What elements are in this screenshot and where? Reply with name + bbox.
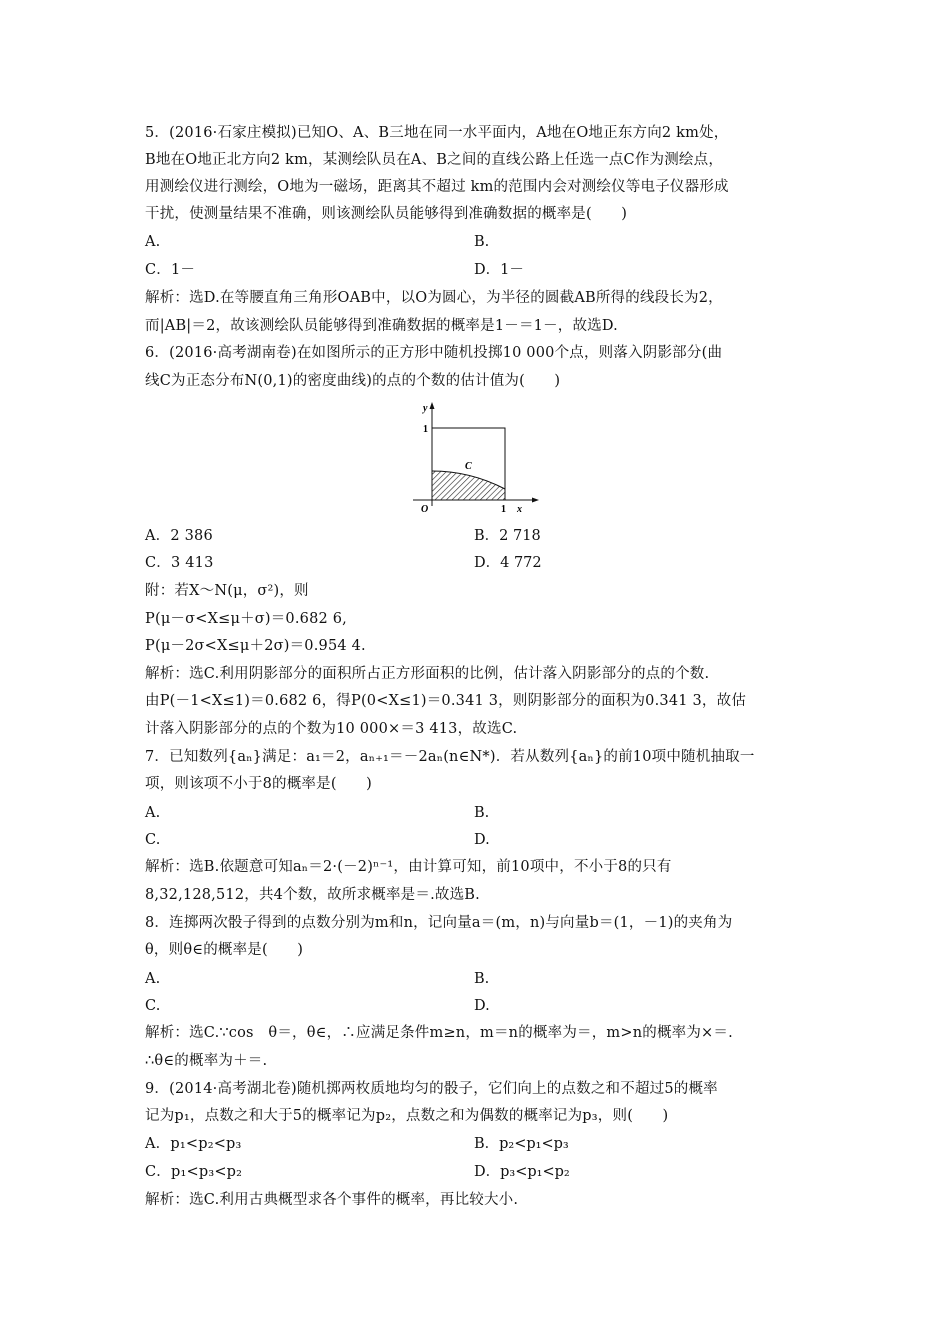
q7-solution-1: 解析：选B.依题意可知aₙ＝2·(－2)ⁿ⁻¹，由计算可知，前10项中，不小于8的只有 <box>145 859 672 875</box>
q7-option-a: A. <box>145 805 161 821</box>
normal-curve-figure <box>395 398 545 518</box>
q7-solution-2: 8,32,128,512，共4个数，故所求概率是＝.故选B. <box>145 887 480 903</box>
q5-solution-1: 解析：选D.在等腰直角三角形OAB中，以O为圆心，为半径的圆截AB所得的线段长为2， <box>145 290 723 306</box>
q9-option-a: A．p₁<p₂<p₃ <box>145 1136 242 1152</box>
q9-option-b: B．p₂<p₁<p₃ <box>474 1136 569 1152</box>
q5-line-4: 干扰，使测量结果不准确，则该测绘队员能够得到准确数据的概率是( ) <box>145 206 628 222</box>
q6-note-1: 附：若X～N(μ，σ²)，则 <box>145 583 309 599</box>
q6-option-d: D．4 772 <box>474 555 542 571</box>
y-tick-1: 1 <box>423 424 428 435</box>
q6-solution-1: 解析：选C.利用阴影部分的面积所占正方形面积的比例，估计落入阴影部分的点的个数. <box>145 666 710 682</box>
q5-solution-2: 而|AB|＝2，故该测绘队员能够得到准确数据的概率是1－＝1－，故选D. <box>145 318 618 334</box>
y-label: y <box>423 403 428 414</box>
q9-solution-1: 解析：选C.利用古典概型求各个事件的概率，再比较大小. <box>145 1192 519 1208</box>
x-axis-arrow-icon <box>532 498 539 503</box>
q8-option-c: C. <box>145 998 161 1014</box>
q8-option-a: A. <box>145 971 161 987</box>
q8-option-b: B. <box>474 971 490 987</box>
origin-label: O <box>421 504 429 515</box>
q6-note-2: P(μ－σ<X≤μ＋σ)＝0.682 6, <box>145 611 347 627</box>
q5-option-c: C．1－ <box>145 262 196 278</box>
q5-option-a: A. <box>145 234 161 250</box>
q5-option-d: D．1－ <box>474 262 524 278</box>
q6-note-3: P(μ－2σ<X≤μ＋2σ)＝0.954 4. <box>145 638 366 654</box>
q6-line-2: 线C为正态分布N(0,1)的密度曲线)的点的个数的估计值为( ) <box>145 373 561 389</box>
q7-line-2: 项，则该项不小于8的概率是( ) <box>145 776 372 792</box>
q7-option-d: D. <box>474 832 490 848</box>
q7-line-1: 7．已知数列{aₙ}满足：a₁＝2，aₙ₊₁＝－2aₙ(n∈N*)．若从数列{aₙ}的前10项中随机抽取一 <box>145 749 755 765</box>
q5-line-3: 用测绘仪进行测绘，O地为一磁场，距离其不超过 km的范围内会对测绘仪等电子仪器形成 <box>145 179 729 195</box>
q6-option-a: A．2 386 <box>145 528 213 544</box>
x-tick-1: 1 <box>501 504 506 515</box>
q8-solution-1: 解析：选C.∵cos θ＝，θ∈，∴应满足条件m≥n，m＝n的概率为＝，m>n的概率为×＝. <box>145 1025 733 1041</box>
q6-solution-3: 计落入阴影部分的点的个数为10 000×＝3 413，故选C. <box>145 721 518 737</box>
q9-line-1: 9．(2014·高考湖北卷)随机掷两枚质地均匀的骰子，它们向上的点数之和不超过5的概率 <box>145 1081 718 1097</box>
q8-solution-2: ∴θ∈的概率为＋＝. <box>145 1053 268 1069</box>
q9-option-c: C．p₁<p₃<p₂ <box>145 1164 243 1180</box>
q8-line-1: 8．连掷两次骰子得到的点数分别为m和n，记向量a＝(m，n)与向量b＝(1，－1)的夹角为 <box>145 915 733 931</box>
q9-line-2: 记为p₁，点数之和大于5的概率记为p₂，点数之和为偶数的概率记为p₃，则( ) <box>145 1108 669 1124</box>
q6-option-b: B．2 718 <box>474 528 541 544</box>
x-label: x <box>517 504 522 515</box>
q5-line-1: 5．(2016·石家庄模拟)已知O、A、B三地在同一水平面内，A地在O地正东方向2 km处， <box>145 125 729 141</box>
q6-solution-2: 由P(－1<X≤1)＝0.682 6，得P(0<X≤1)＝0.341 3，则阴影部分的面积为0.341 3，故估 <box>145 693 747 709</box>
q7-option-b: B. <box>474 805 490 821</box>
q6-option-c: C．3 413 <box>145 555 214 571</box>
q7-option-c: C. <box>145 832 161 848</box>
q9-option-d: D．p₃<p₁<p₂ <box>474 1164 570 1180</box>
q8-line-2: θ，则θ∈的概率是( ) <box>145 942 304 958</box>
q5-option-b: B. <box>474 234 490 250</box>
q8-option-d: D. <box>474 998 490 1014</box>
y-axis-arrow-icon <box>430 402 435 409</box>
q5-line-2: B地在O地正北方向2 km，某测绘队员在A、B之间的直线公路上任选一点C作为测绘点， <box>145 152 724 168</box>
curve-label-c: C <box>465 461 472 472</box>
q6-line-1: 6．(2016·高考湖南卷)在如图所示的正方形中随机投掷10 000个点，则落入阴影部分(曲 <box>145 345 723 361</box>
